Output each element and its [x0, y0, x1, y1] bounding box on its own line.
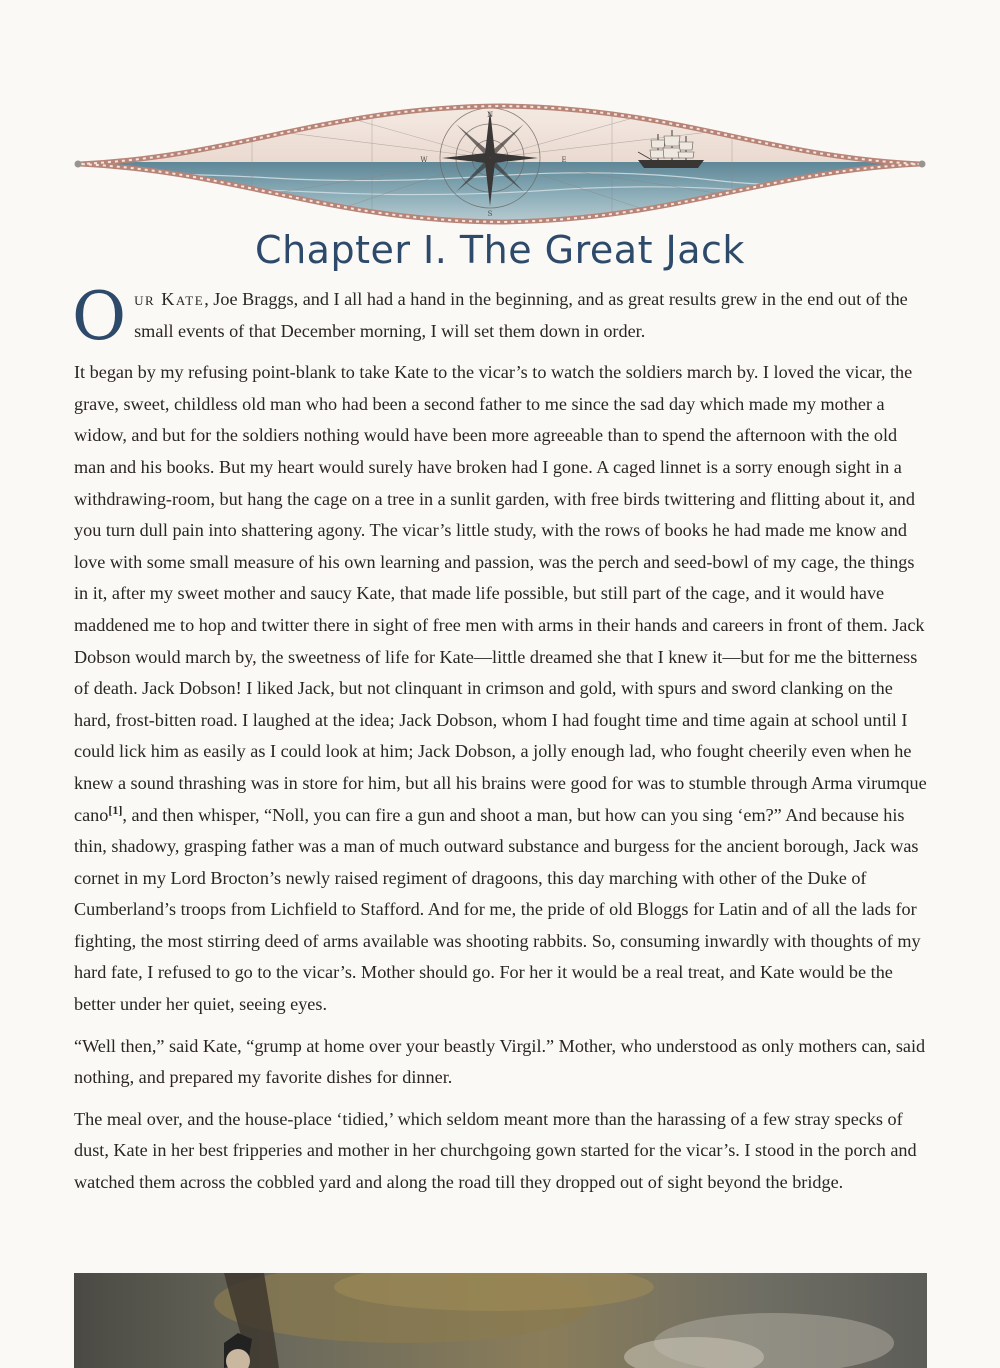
- compass-west-label: W: [420, 156, 428, 164]
- painting-illustration: [74, 1273, 927, 1368]
- drop-cap: O: [72, 278, 127, 355]
- chapter-text: [72, 278, 927, 1209]
- paragraph-1: [72, 278, 927, 355]
- paragraph-4: The meal over, and the house-place ‘tidied,’ which seldom meant more than the harassing of a few stray specks of dust, Kate in her best fripperies and mother in her churchgoing gown started for the vicar’s. I stood in the porch and watched them across the cobbled yard and along the road till they dropped out of sight beyond the bridge.: [74, 1108, 917, 1193]
- paragraph-3: “Well then,” said Kate, “grump at home over your beastly Virgil.” Mother, who understood as only mothers can, said nothing, and prepared my favorite dishes for dinner.: [74, 1035, 926, 1088]
- paragraph-2-text-a: It began by my refusing point-blank to take Kate to the vicar’s to watch the soldiers march by. I loved the vicar, the grave, sweet, childless old man who had been a second father to me since the sad day which made my mother a widow, and but for the soldiers nothing would have been more agreeable than to spend the afternoon with the old man and his books. But my heart would surely have broken had I gone. A caged linnet is a sorry enough sight in a withdrawing-room, but hang the cage on a tree in a sunlit garden, with free birds twittering and flitting about it, and you turn dull pain into shattering agony. The vicar’s little study, with the rows of books he had made me know and love with some small measure of his own learning and passion, was the perch and seed-bowl of my cage, the things in it, after my sweet mother and saucy Kate, that made life possible, but still part of the cage, and it would have maddened me to hop and twitter there in sight of free men with arms in their hands and careers in front of them. Jack Dobson would march by, the sweetness of life for Kate—little dreamed she that I knew it—but for me the bitterness of death. Jack Dobson! I liked Jack, but not clinquant in crimson and gold, with spurs and sword clanking on the hard, frost-bitten road. I laughed at the idea; Jack Dobson, whom I had fought time and time again at school until I could lick him as easily as I could look at him; Jack Dobson, a jolly enough lad, who fought cheerily even when he knew a sound thrashing was in store for him, but all his brains were good for was to stumble through Arma virumque cano: [74, 362, 927, 825]
- compass-east-label: E: [561, 156, 567, 164]
- footnote-link[interactable]: [1]: [108, 802, 123, 817]
- compass-north-label: N: [486, 111, 494, 119]
- compass-sea-headpiece: [72, 96, 928, 232]
- paragraph-2: [74, 357, 927, 1020]
- paragraph-2-text-b: , and then whisper, “Noll, you can fire a gun and shoot a man, but how can you sing ‘em?” And because his thin, shadowy, grasping father was a man of much outward substance and burgess for the ancient borough, Jack was cornet in my Lord Brocton’s newly raised regiment of dragoons, this day marching with other of the Duke of Cumberland’s troops from Lichfield to Stafford. And for me, the pride of old Bloggs for Latin and of all the lads for fighting, the most stirring deed of arms available was shooting rabbits. So, consuming inwardly with thoughts of my hard fate, I refused to go to the vicar’s. Mother should go. For her it would be a real treat, and Kate would be the better under her quiet, seeing eyes.: [74, 804, 921, 1015]
- opening-small-caps: ur Kate: [134, 289, 205, 309]
- chapter-title: Chapter I. The Great Jack: [255, 228, 745, 272]
- compass-south-label: S: [487, 210, 493, 218]
- paragraph-1-text: , Joe Braggs, and I all had a hand in the beginning, and as great results grew in the end out of the small events of that December morning, I will set them down in order.: [134, 289, 908, 341]
